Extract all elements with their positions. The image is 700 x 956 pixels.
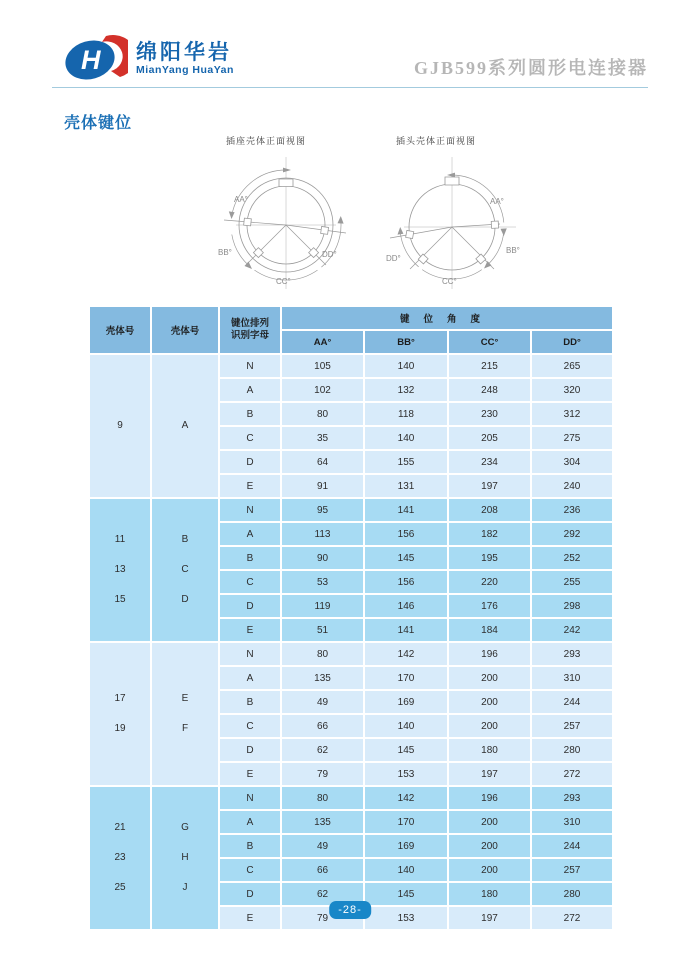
angle-value-cell: 113 xyxy=(281,522,364,546)
stack-line: D xyxy=(181,594,189,605)
angle-value-cell: 140 xyxy=(364,354,448,378)
keyway-figures xyxy=(210,134,530,294)
key-letter-cell: E xyxy=(219,906,281,930)
angle-value-cell: 169 xyxy=(364,690,448,714)
angle-value-cell: 131 xyxy=(364,474,448,498)
section-title: 壳体键位 xyxy=(64,115,133,132)
angle-value-cell: 304 xyxy=(531,450,613,474)
angle-value-cell: 119 xyxy=(281,594,364,618)
angle-value-cell: 155 xyxy=(364,450,448,474)
stack-line: 23 xyxy=(114,852,126,863)
angle-value-cell: 35 xyxy=(281,426,364,450)
key-letter-cell: B xyxy=(219,402,281,426)
key-letter-cell: E xyxy=(219,474,281,498)
key-letter-cell: C xyxy=(219,426,281,450)
plug-caption: 插头壳体正面视图 xyxy=(396,136,477,146)
angle-value-cell: 66 xyxy=(281,714,364,738)
angle-value-cell: 244 xyxy=(531,690,613,714)
stack-line: B xyxy=(181,534,189,545)
angle-value-cell: 102 xyxy=(281,378,364,402)
angle-value-cell: 298 xyxy=(531,594,613,618)
angle-value-cell: 257 xyxy=(531,858,613,882)
header-divider xyxy=(52,87,648,88)
angle-value-cell: 146 xyxy=(364,594,448,618)
key-letter-cell: C xyxy=(219,714,281,738)
angle-value-cell: 272 xyxy=(531,762,613,786)
angle-value-cell: 153 xyxy=(364,762,448,786)
stack-line: E xyxy=(181,693,189,704)
stack-line: 11 xyxy=(114,534,126,545)
brand-text xyxy=(136,42,234,76)
company-name-cn: 绵阳华岩 xyxy=(136,41,232,64)
angle-value-cell: 280 xyxy=(531,882,613,906)
angle-value-cell: 145 xyxy=(364,546,448,570)
table-row xyxy=(89,642,613,666)
key-letter-header-line2: 识别字母 xyxy=(230,330,269,341)
key-letter-cell: E xyxy=(219,762,281,786)
angle-value-cell: 80 xyxy=(281,402,364,426)
angle-value-cell: 91 xyxy=(281,474,364,498)
shell-numbers-cell xyxy=(89,498,151,642)
angle-value-cell: 180 xyxy=(448,882,531,906)
document-title: GJB599系列圆形电连接器 xyxy=(413,58,648,78)
angle-value-cell: 176 xyxy=(448,594,531,618)
angle-value-cell: 197 xyxy=(448,906,531,930)
shell-number-header-2: 壳体号 xyxy=(151,306,219,354)
angle-value-cell: 62 xyxy=(281,738,364,762)
stack-line: 15 xyxy=(114,594,126,605)
shell-letters-cell xyxy=(151,354,219,498)
stack-line: G xyxy=(181,822,189,833)
angle-value-cell: 293 xyxy=(531,642,613,666)
angle-col-aa-header: AA° xyxy=(281,330,364,354)
angle-value-cell: 220 xyxy=(448,570,531,594)
key-letter-cell: C xyxy=(219,858,281,882)
key-angle-table xyxy=(88,305,614,931)
shell-numbers-cell xyxy=(89,354,151,498)
company-name-en: MianYang HuaYan xyxy=(136,64,234,76)
key-letter-cell: B xyxy=(219,546,281,570)
stack-line: F xyxy=(181,723,189,734)
key-letter-cell: B xyxy=(219,690,281,714)
stack-line: A xyxy=(181,420,189,431)
table-row xyxy=(89,786,613,810)
angle-value-cell: 197 xyxy=(448,474,531,498)
angle-value-cell: 95 xyxy=(281,498,364,522)
angle-value-cell: 118 xyxy=(364,402,448,426)
key-letter-cell: N xyxy=(219,354,281,378)
stack-line: 9 xyxy=(117,420,123,431)
stack-line: H xyxy=(181,852,189,863)
angle-value-cell: 234 xyxy=(448,450,531,474)
angle-value-cell: 51 xyxy=(281,618,364,642)
angle-value-cell: 79 xyxy=(281,762,364,786)
angle-value-cell: 135 xyxy=(281,810,364,834)
socket-angle-aa-label: AA° xyxy=(234,195,248,204)
angle-value-cell: 80 xyxy=(281,786,364,810)
angle-value-cell: 310 xyxy=(531,810,613,834)
angle-value-cell: 200 xyxy=(448,690,531,714)
key-letter-cell: A xyxy=(219,378,281,402)
table-body xyxy=(89,354,613,930)
angle-value-cell: 272 xyxy=(531,906,613,930)
angle-value-cell: 145 xyxy=(364,882,448,906)
angle-value-cell: 200 xyxy=(448,834,531,858)
angle-value-cell: 215 xyxy=(448,354,531,378)
angle-value-cell: 312 xyxy=(531,402,613,426)
shell-letters-cell xyxy=(151,642,219,786)
key-letter-cell: C xyxy=(219,570,281,594)
angle-value-cell: 80 xyxy=(281,642,364,666)
key-letter-cell: A xyxy=(219,810,281,834)
angle-value-cell: 90 xyxy=(281,546,364,570)
stack-line: 17 xyxy=(114,693,126,704)
angle-value-cell: 182 xyxy=(448,522,531,546)
angle-value-cell: 200 xyxy=(448,666,531,690)
page-number-badge: -28- xyxy=(329,901,371,919)
angle-value-cell: 208 xyxy=(448,498,531,522)
angle-value-cell: 156 xyxy=(364,570,448,594)
socket-angle-dd-label: DD° xyxy=(322,250,337,259)
angle-value-cell: 49 xyxy=(281,690,364,714)
shell-letters-cell xyxy=(151,786,219,930)
angle-value-cell: 169 xyxy=(364,834,448,858)
plug-figure xyxy=(380,134,530,294)
angle-value-cell: 205 xyxy=(448,426,531,450)
key-letter-header-line1: 键位排列 xyxy=(230,318,269,329)
angle-value-cell: 248 xyxy=(448,378,531,402)
angle-value-cell: 141 xyxy=(364,498,448,522)
angle-value-cell: 197 xyxy=(448,762,531,786)
angle-value-cell: 142 xyxy=(364,786,448,810)
key-letter-cell: N xyxy=(219,642,281,666)
angle-value-cell: 236 xyxy=(531,498,613,522)
angle-value-cell: 79 xyxy=(281,906,364,930)
stack-line: 25 xyxy=(114,882,126,893)
key-angle-group-header: 键位角度 xyxy=(281,306,613,330)
key-letter-cell: D xyxy=(219,882,281,906)
angle-value-cell: 140 xyxy=(364,858,448,882)
angle-value-cell: 240 xyxy=(531,474,613,498)
angle-value-cell: 142 xyxy=(364,642,448,666)
angle-value-cell: 280 xyxy=(531,738,613,762)
angle-value-cell: 242 xyxy=(531,618,613,642)
company-logo-icon xyxy=(64,33,128,85)
angle-value-cell: 292 xyxy=(531,522,613,546)
svg-text:H: H xyxy=(81,45,101,75)
angle-value-cell: 53 xyxy=(281,570,364,594)
table-row xyxy=(89,498,613,522)
socket-angle-bb-label: BB° xyxy=(218,248,232,257)
angle-value-cell: 195 xyxy=(448,546,531,570)
angle-value-cell: 275 xyxy=(531,426,613,450)
angle-value-cell: 141 xyxy=(364,618,448,642)
socket-front-view-diagram xyxy=(210,149,360,294)
plug-angle-bb-label: BB° xyxy=(506,246,520,255)
plug-angle-dd-label: DD° xyxy=(386,254,401,263)
plug-angle-aa-label: AA° xyxy=(490,197,504,206)
angle-value-cell: 184 xyxy=(448,618,531,642)
angle-value-cell: 153 xyxy=(364,906,448,930)
shell-numbers-cell xyxy=(89,642,151,786)
angle-value-cell: 180 xyxy=(448,738,531,762)
angle-value-cell: 310 xyxy=(531,666,613,690)
key-angle-table-wrap xyxy=(88,305,614,931)
angle-value-cell: 257 xyxy=(531,714,613,738)
stack-line: C xyxy=(181,564,189,575)
key-letter-header xyxy=(219,306,281,354)
stack-line: 13 xyxy=(114,564,126,575)
angle-value-cell: 252 xyxy=(531,546,613,570)
key-letter-cell: N xyxy=(219,498,281,522)
angle-value-cell: 200 xyxy=(448,714,531,738)
table-row xyxy=(89,354,613,378)
key-letter-cell: N xyxy=(219,786,281,810)
brand-header xyxy=(64,33,234,85)
key-letter-cell: D xyxy=(219,738,281,762)
shell-numbers-cell xyxy=(89,786,151,930)
angle-value-cell: 145 xyxy=(364,738,448,762)
shell-letters-cell xyxy=(151,498,219,642)
angle-value-cell: 140 xyxy=(364,714,448,738)
plug-front-view-diagram xyxy=(380,149,530,294)
angle-value-cell: 66 xyxy=(281,858,364,882)
angle-value-cell: 320 xyxy=(531,378,613,402)
angle-value-cell: 230 xyxy=(448,402,531,426)
shell-number-header: 壳体号 xyxy=(89,306,151,354)
angle-value-cell: 293 xyxy=(531,786,613,810)
angle-col-cc-header: CC° xyxy=(448,330,531,354)
stack-line: 19 xyxy=(114,723,126,734)
plug-angle-cc-label: CC° xyxy=(442,277,457,286)
angle-value-cell: 132 xyxy=(364,378,448,402)
key-letter-cell: A xyxy=(219,522,281,546)
angle-value-cell: 196 xyxy=(448,642,531,666)
angle-value-cell: 200 xyxy=(448,810,531,834)
table-header-row-1 xyxy=(89,306,613,330)
angle-value-cell: 170 xyxy=(364,666,448,690)
socket-angle-cc-label: CC° xyxy=(276,277,291,286)
angle-value-cell: 156 xyxy=(364,522,448,546)
angle-value-cell: 196 xyxy=(448,786,531,810)
socket-caption: 插座壳体正面视图 xyxy=(226,136,307,146)
key-letter-cell: E xyxy=(219,618,281,642)
key-letter-cell: A xyxy=(219,666,281,690)
angle-value-cell: 62 xyxy=(281,882,364,906)
angle-value-cell: 49 xyxy=(281,834,364,858)
angle-value-cell: 140 xyxy=(364,426,448,450)
angle-value-cell: 265 xyxy=(531,354,613,378)
key-letter-cell: B xyxy=(219,834,281,858)
angle-value-cell: 170 xyxy=(364,810,448,834)
stack-line: J xyxy=(182,882,188,893)
angle-value-cell: 135 xyxy=(281,666,364,690)
key-letter-cell: D xyxy=(219,450,281,474)
angle-col-bb-header: BB° xyxy=(364,330,448,354)
socket-figure xyxy=(210,134,360,294)
angle-value-cell: 105 xyxy=(281,354,364,378)
stack-line: 21 xyxy=(114,822,126,833)
angle-col-dd-header: DD° xyxy=(531,330,613,354)
angle-value-cell: 200 xyxy=(448,858,531,882)
key-letter-cell: D xyxy=(219,594,281,618)
angle-value-cell: 255 xyxy=(531,570,613,594)
angle-value-cell: 244 xyxy=(531,834,613,858)
angle-value-cell: 64 xyxy=(281,450,364,474)
